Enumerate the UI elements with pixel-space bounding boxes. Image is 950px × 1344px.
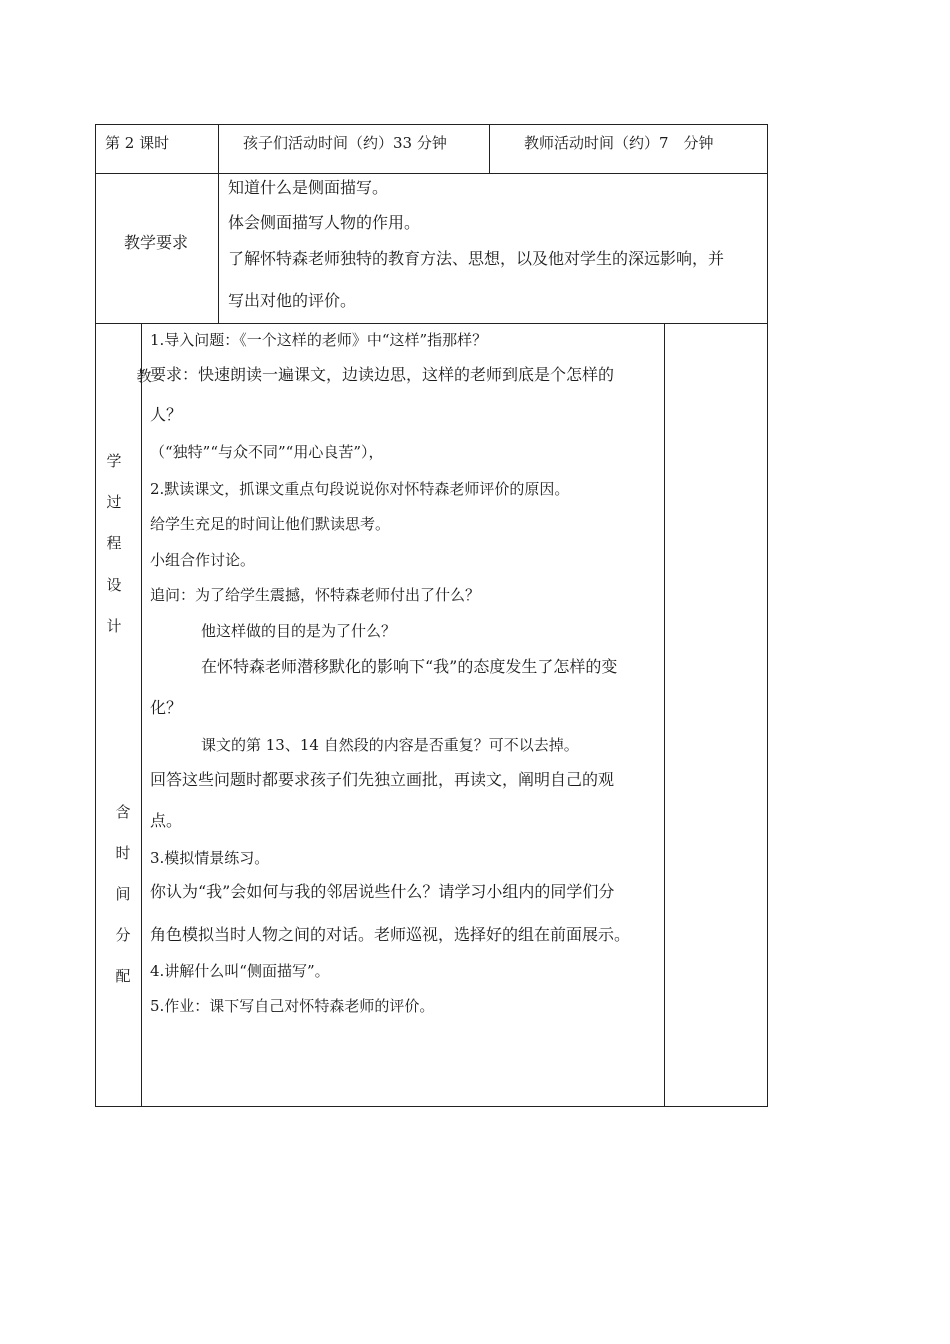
process-line: 给学生充足的时间让他们默读思考。 (150, 515, 391, 533)
process-line: 5.作业：课下写自己对怀特森老师的评价。 (150, 997, 435, 1015)
process-line: 角色模拟当时人物之间的对话。老师巡视，选择好的组在前面展示。 (150, 925, 631, 944)
requirements-label: 教学要求 (124, 233, 189, 252)
process-line: （“独特”“与众不同”“用心良苦”）， (150, 443, 384, 461)
student-activity-time: 孩子们活动时间（约）33 分钟 (243, 134, 447, 152)
lesson-number: 第 2 课时 (105, 134, 170, 152)
process-line: 在怀特森老师潜移默化的影响下“我”的态度发生了怎样的变 (201, 657, 618, 676)
table-left-border (95, 124, 96, 1107)
process-label-char: 间 (115, 885, 131, 903)
process-line: 回答这些问题时都要求孩子们先独立画批，再读文，阐明自己的观 (150, 770, 615, 789)
requirement-line: 体会侧面描写人物的作用。 (228, 213, 421, 232)
table-top-border (95, 124, 768, 125)
table-right-border (767, 124, 768, 1107)
process-right-divider (664, 323, 665, 1107)
process-line: 4.讲解什么叫“侧面描写”。 (150, 962, 330, 980)
process-label-char: 含 (115, 803, 131, 821)
process-line: 3.模拟情景练习。 (150, 849, 270, 867)
process-label-char: 配 (115, 967, 131, 985)
process-line: 小组合作讨论。 (150, 551, 256, 569)
process-line: 人？ (150, 405, 183, 424)
process-label-char: 计 (106, 617, 122, 635)
table-bottom-border (95, 1106, 768, 1107)
process-label-char: 设 (106, 576, 122, 594)
process-line: 1.导入问题：《一个这样的老师》中“这样”指那样？ (150, 331, 488, 349)
process-label-char: 教 (136, 367, 152, 385)
process-label-divider (141, 323, 142, 1107)
process-line: 课文的第 13、14 自然段的内容是否重复？可不以去掉。 (201, 736, 579, 754)
process-label-char: 学 (106, 452, 122, 470)
process-line: 追问：为了给学生震撼，怀特森老师付出了什么？ (150, 586, 481, 604)
header-divider-2 (489, 124, 490, 174)
process-line: 要求：快速朗读一遍课文，边读边思，这样的老师到底是个怎样的 (150, 365, 615, 384)
process-label-char: 过 (106, 493, 122, 511)
header-bottom-border (95, 173, 768, 174)
process-line: 他这样做的目的是为了什么？ (201, 622, 397, 640)
requirement-line: 写出对他的评价。 (228, 291, 357, 310)
teacher-activity-time: 教师活动时间（约）7 分钟 (524, 134, 714, 152)
process-line: 化？ (150, 698, 183, 717)
process-label-char: 时 (115, 844, 131, 862)
requirement-line: 了解怀特森老师独特的教育方法、思想，以及他对学生的深远影响，并 (228, 249, 725, 268)
process-line: 点。 (150, 811, 183, 830)
process-label-char: 分 (115, 926, 131, 944)
process-line: 你认为“我”会如何与我的邻居说些什么？请学习小组内的同学们分 (150, 882, 615, 901)
header-divider-1 (218, 124, 219, 324)
process-line: 2.默读课文，抓课文重点句段说说你对怀特森老师评价的原因。 (150, 480, 570, 498)
requirement-line: 知道什么是侧面描写。 (228, 178, 389, 197)
process-label-char: 程 (106, 534, 122, 552)
requirements-bottom-border (95, 323, 768, 324)
